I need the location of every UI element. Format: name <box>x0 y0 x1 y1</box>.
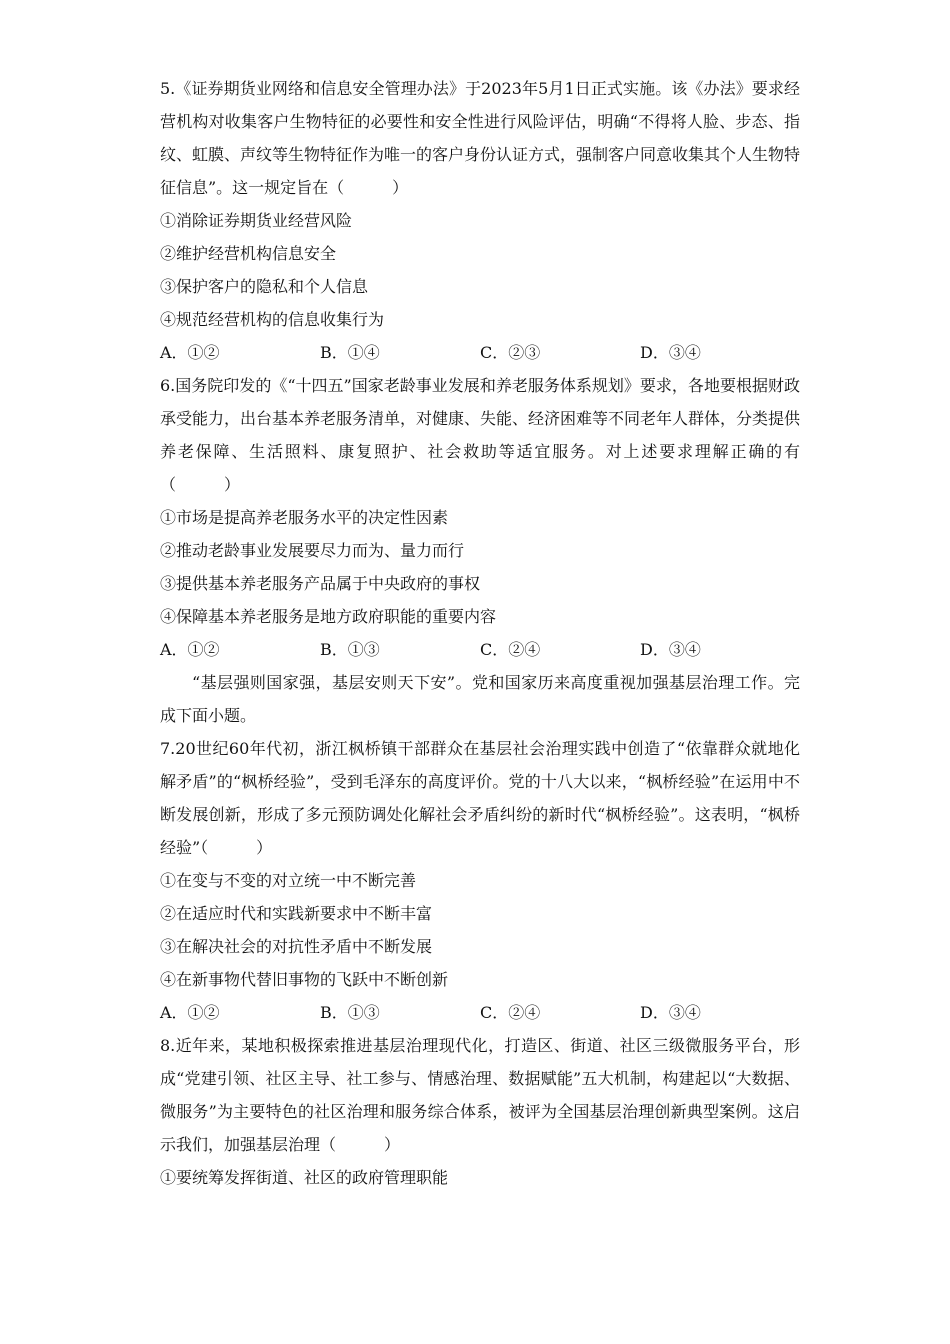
question-5-option-2: ②维护经营机构信息安全 <box>160 244 337 263</box>
shared-intro: “基层强则国家强，基层安则天下安”。党和国家历来高度重视加强基层治理工作。完成下面小题。 <box>160 673 800 725</box>
question-7-choices <box>160 996 800 1029</box>
question-6-choice-b: B．①③ <box>320 640 380 659</box>
question-5-option-4: ④规范经营机构的信息收集行为 <box>160 310 385 329</box>
question-6-choice-a: A．①② <box>160 640 220 659</box>
question-6-choice-c: C．②④ <box>480 640 541 659</box>
question-7-stem: 7.20世纪60年代初，浙江枫桥镇干部群众在基层社会治理实践中创造了“依靠群众就地化解矛盾”的“枫桥经验”，受到毛泽东的高度评价。党的十八大以来，“枫桥经验”在运用中不断发展创新，形成了多元预防调处化解社会矛盾纠纷的新时代“枫桥经验”。这表明，“枫桥经验”（ ） <box>160 739 800 857</box>
question-6-choices <box>160 633 800 666</box>
question-5-choice-a: A．①② <box>160 343 220 362</box>
question-7-option-2: ②在适应时代和实践新要求中不断丰富 <box>160 904 433 923</box>
question-5-option-1: ①消除证券期货业经营风险 <box>160 211 353 230</box>
question-6-choice-d: D．③④ <box>640 640 701 659</box>
question-6-option-1: ①市场是提高养老服务水平的决定性因素 <box>160 508 449 527</box>
question-6-option-2: ②推动老龄事业发展要尽力而为、量力而行 <box>160 541 465 560</box>
question-7-option-3: ③在解决社会的对抗性矛盾中不断发展 <box>160 937 433 956</box>
question-8-stem: 8.近年来，某地积极探索推进基层治理现代化，打造区、街道、社区三级微服务平台，形成“党建引领、社区主导、社工参与、情感治理、数据赋能”五大机制，构建起以“大数据、微服务”为主要特色的社区治理和服务综合体系，被评为全国基层治理创新典型案例。这启示我们，加强基层治理（ ） <box>160 1036 800 1154</box>
question-5-stem: 5.《证券期货业网络和信息安全管理办法》于2023年5月1日正式实施。该《办法》要求经营机构对收集客户生物特征的必要性和安全性进行风险评估，明确“不得将人脸、步态、指纹、虹膜、声纹等生物特征作为唯一的客户身份认证方式，强制客户同意收集其个人生物特征信息”。这一规定旨在（ ） <box>160 79 801 197</box>
question-7-choice-a: A．①② <box>160 1003 220 1022</box>
question-6-option-3: ③提供基本养老服务产品属于中央政府的事权 <box>160 574 481 593</box>
question-5-choice-d: D．③④ <box>640 343 701 362</box>
question-7-option-1: ①在变与不变的对立统一中不断完善 <box>160 871 417 890</box>
question-5-choice-c: C．②③ <box>480 343 541 362</box>
question-7-option-4: ④在新事物代替旧事物的飞跃中不断创新 <box>160 970 449 989</box>
question-5-choice-b: B．①④ <box>320 343 380 362</box>
question-5-option-3: ③保护客户的隐私和个人信息 <box>160 277 369 296</box>
question-5-choices <box>160 336 800 369</box>
question-7-choice-b: B．①③ <box>320 1003 380 1022</box>
question-6-option-4: ④保障基本养老服务是地方政府职能的重要内容 <box>160 607 497 626</box>
question-6-stem: 6.国务院印发的《“十四五”国家老龄事业发展和养老服务体系规划》要求，各地要根据财政承受能力，出台基本养老服务清单，对健康、失能、经济困难等不同老年人群体，分类提供养老保障、生活照料、康复照护、社会救助等适宜服务。对上述要求理解正确的有（ ） <box>160 376 801 494</box>
question-7-choice-d: D．③④ <box>640 1003 701 1022</box>
question-8-option-1: ①要统筹发挥街道、社区的政府管理职能 <box>160 1168 449 1187</box>
question-7-choice-c: C．②④ <box>480 1003 541 1022</box>
document-page <box>160 72 800 1194</box>
